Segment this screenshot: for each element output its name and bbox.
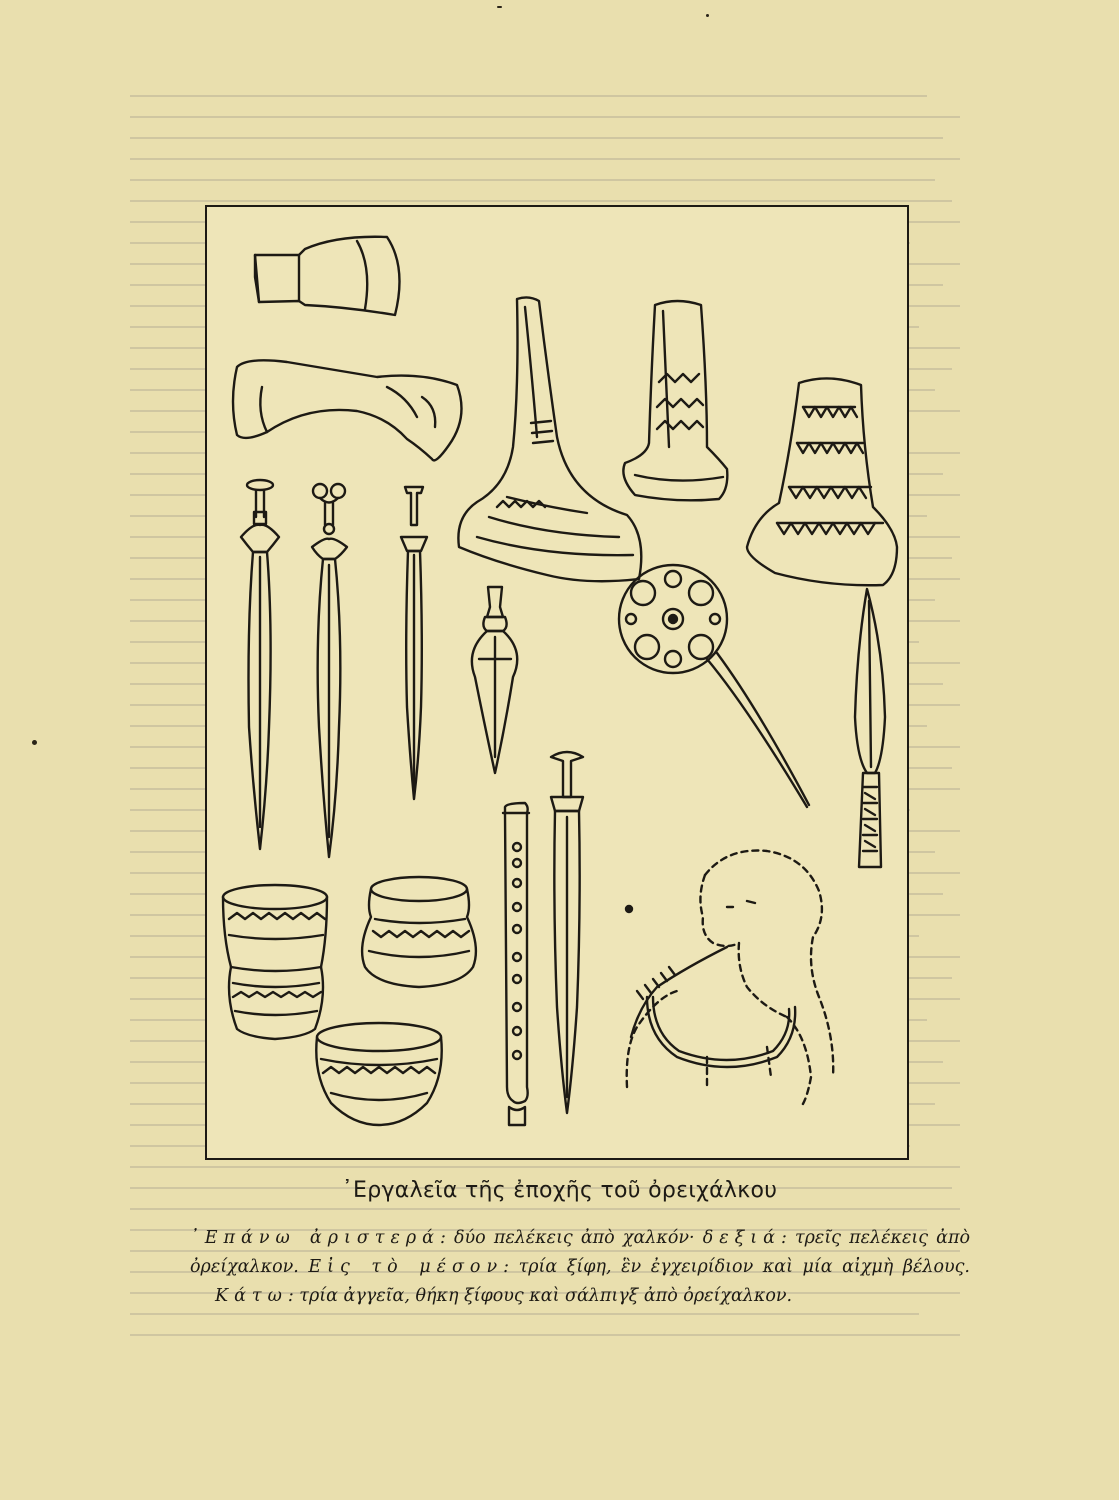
sword-scabbard [503,803,529,1125]
arrow-head [855,589,885,867]
sword-1 [241,480,279,849]
caption-text: ὀρείχαλκον. [190,1257,309,1277]
caption-line-1 [190,1224,970,1253]
caption-line-2 [190,1253,970,1282]
vessel-jar [362,877,476,987]
bronze-axe-triangles [747,378,897,585]
lur-player-figure [627,851,834,1108]
caption-label-right: δεξιά [702,1228,781,1248]
plate-caption-title: ᾿Εργαλεῖα τῆς ἐποχῆς τοῦ ὀρειχάλκου [341,1178,778,1203]
print-speck [497,6,502,8]
sword-4 [551,752,583,1113]
bronze-axe-zigzag [623,301,727,500]
illustration-plate [205,205,909,1160]
print-speck [706,14,709,17]
vessel-cup [223,885,327,1039]
caption-text: : δύο πελέκεις ἀπὸ χαλκόν· [439,1228,703,1248]
copper-axe-1 [255,237,400,315]
vessel-bowl [316,1023,441,1125]
caption-text: : τρία ἀγγεῖα, θήκη ξίφους καὶ σάλπιγξ ἀπὸ ὀρείχαλκον. [287,1286,793,1306]
print-speck [32,740,37,745]
ink-speck [626,906,632,912]
sword-3 [401,487,427,799]
plate-caption-description [190,1224,970,1311]
copper-axe-2 [233,360,462,460]
caption-label-bottom: Κάτω [215,1286,288,1306]
bronze-disk-pin [619,565,809,807]
caption-line-3 [190,1282,970,1311]
caption-label-middle: Εἰς τὸ μέσον [308,1257,504,1277]
sword-2 [312,484,347,857]
dagger [472,587,517,773]
caption-text: : τρία ξίφη, ἓν ἐγχειρίδιον καὶ μία αἰχμὴ βέλους. [503,1257,970,1277]
caption-text: : τρεῖς πελέκεις ἀπὸ [780,1228,970,1248]
bronze-axe-large [458,297,641,581]
caption-label-top-left: ᾿Επάνω ἀριστερά [190,1228,440,1248]
